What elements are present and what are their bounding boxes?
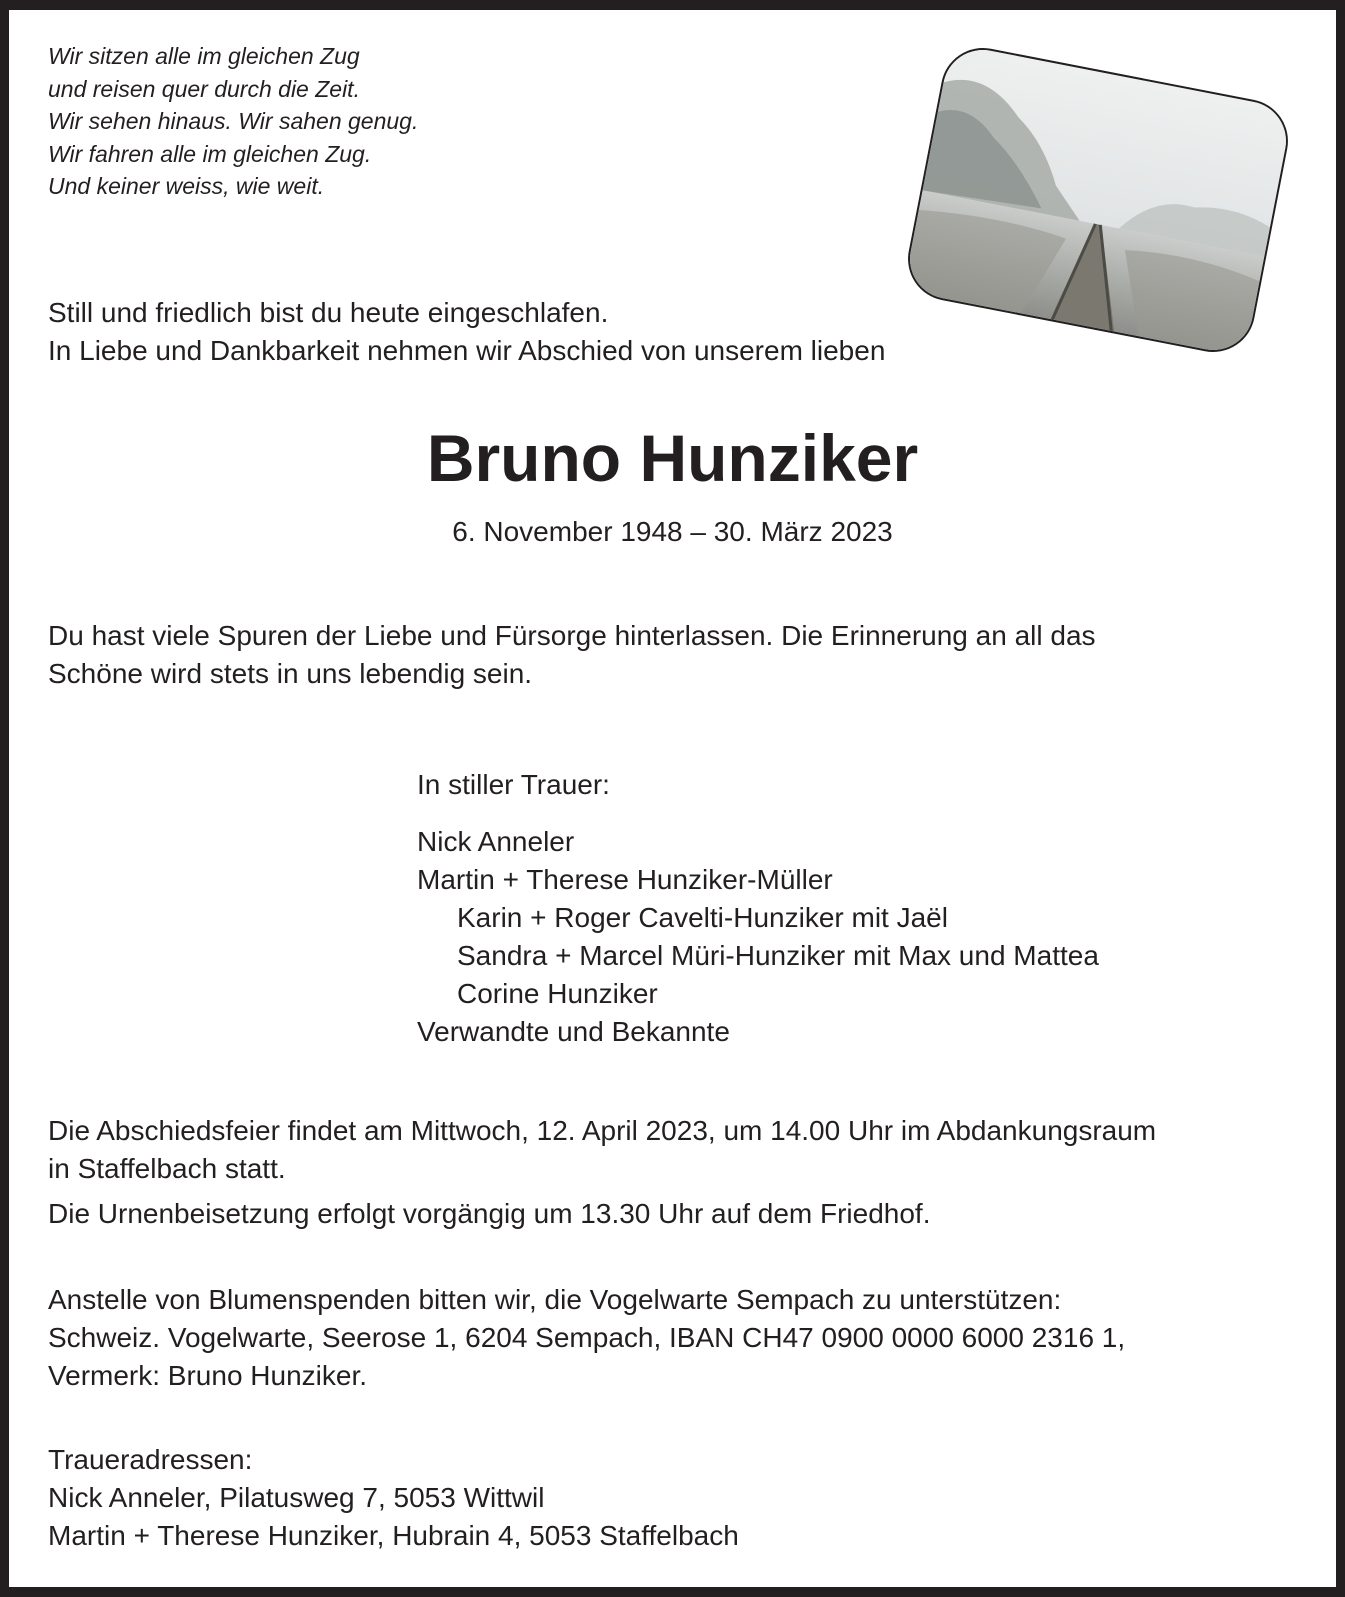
address-line: Nick Anneler, Pilatusweg 7, 5053 Wittwil [48, 1482, 545, 1513]
donation-text [48, 1281, 1125, 1395]
poem-line: Wir fahren alle im gleichen Zug. [48, 140, 372, 167]
intro-line: In Liebe und Dankbarkeit nehmen wir Abschied von unserem lieben [48, 335, 886, 366]
mourner-name: Sandra + Marcel Müri-Hunziker mit Max und Mattea [457, 940, 1099, 971]
donation-line: Vermerk: Bruno Hunziker. [48, 1360, 368, 1391]
poem-line: Und keiner weiss, wie weit. [48, 173, 325, 199]
mourner-name: Martin + Therese Hunziker-Müller [417, 864, 833, 895]
mourners-list [417, 823, 1099, 1051]
ceremony-line: Die Abschiedsfeier findet am Mittwoch, 12. April 2023, um 14.00 Uhr im Abdankungsraum [48, 1115, 1157, 1146]
donation-line: Schweiz. Vogelwarte, Seerose 1, 6204 Sempach, IBAN CH47 0900 0000 6000 2316 1, [48, 1322, 1126, 1353]
deceased-name: Bruno Hunziker [426, 421, 919, 495]
memory-line: Schöne wird stets in uns lebendig sein. [48, 658, 533, 689]
poem [48, 40, 418, 203]
ceremony-line: in Staffelbach statt. [48, 1153, 286, 1184]
poem-line: Wir sehen hinaus. Wir sahen genug. [48, 108, 419, 134]
donation-line: Anstelle von Blumenspenden bitten wir, die Vogelwarte Sempach zu unterstützen: [48, 1284, 1062, 1315]
poem-line: Wir sitzen alle im gleichen Zug [48, 43, 360, 69]
mourner-name: Nick Anneler [417, 826, 575, 857]
intro-text [48, 294, 885, 370]
addresses-heading: Traueradressen: [48, 1444, 253, 1475]
memory-text [48, 617, 1096, 693]
memory-line: Du hast viele Spuren der Liebe und Fürsorge hinterlassen. Die Erinnerung an all das [48, 620, 1096, 651]
mourner-name: Corine Hunziker [457, 978, 658, 1009]
addresses [48, 1441, 739, 1555]
ceremony-text [48, 1112, 1156, 1188]
intro-line: Still und friedlich bist du heute eingeschlafen. [48, 297, 609, 328]
mourner-name: Verwandte und Bekannte [417, 1016, 730, 1047]
mourner-name: Karin + Roger Cavelti-Hunziker mit Jaël [457, 902, 948, 933]
poem-line: und reisen quer durch die Zeit. [48, 75, 360, 102]
urn-text: Die Urnenbeisetzung erfolgt vorgängig um 13.30 Uhr auf dem Friedhof. [48, 1198, 931, 1229]
address-line: Martin + Therese Hunziker, Hubrain 4, 5053 Staffelbach [48, 1520, 739, 1551]
mourners-heading: In stiller Trauer: [417, 769, 610, 800]
life-dates: 6. November 1948 – 30. März 2023 [452, 516, 893, 547]
